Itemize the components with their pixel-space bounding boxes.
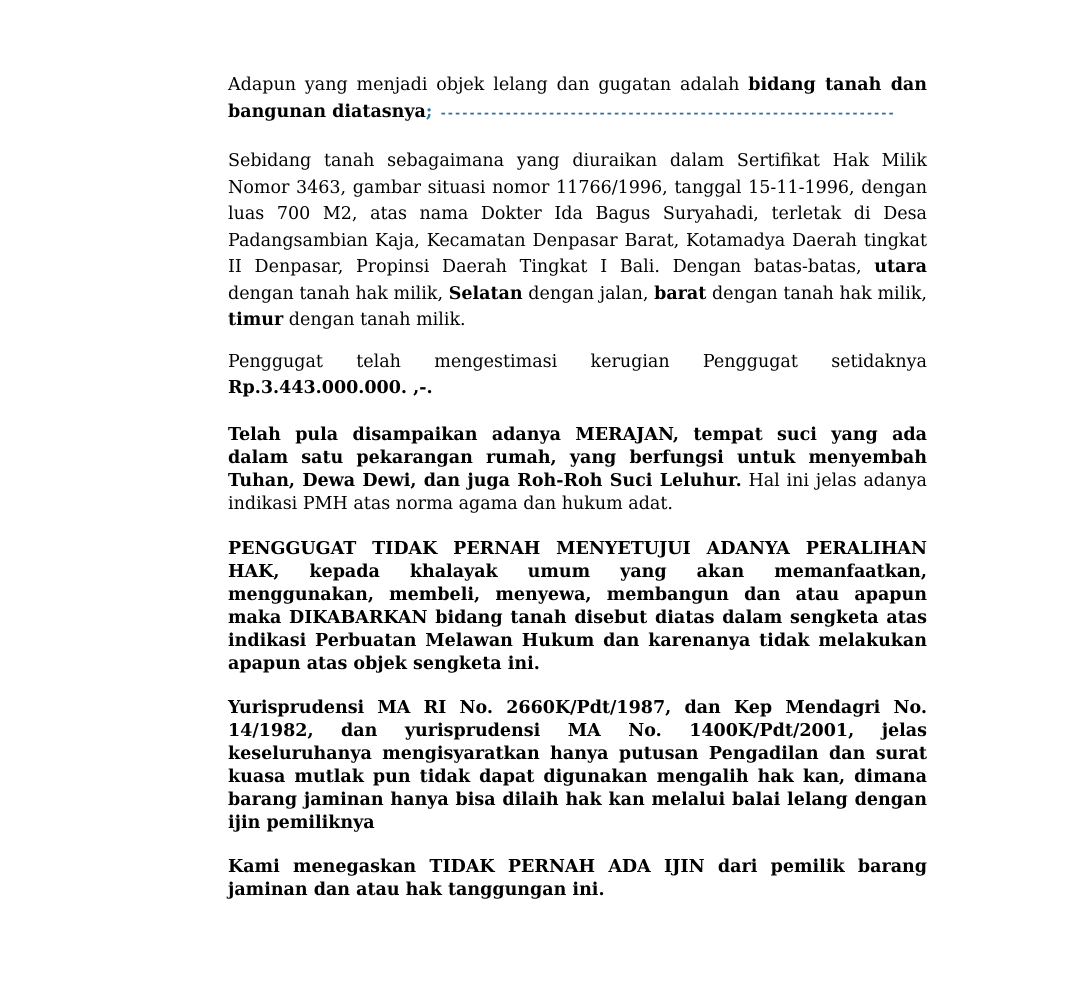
bold-run-selatan: Selatan bbox=[448, 283, 523, 304]
text-run: dengan jalan, bbox=[522, 283, 655, 304]
bold-run-utara: utara bbox=[874, 257, 927, 277]
bold-run-amount: Rp.3.443.000.000. ,-. bbox=[228, 378, 433, 398]
text-run: dengan tanah milik. bbox=[283, 310, 466, 330]
bold-run-timur: timur bbox=[228, 310, 284, 330]
bold-run: Yurisprudensi MA RI No. 2660K/Pdt/1987, dan Kep Mendagri No. 14/1982, dan yurisprudensi MA No. 1400K/Pdt/2001, jelas keseluruhanya mengisyaratkan hanya putusan Pengadilan dan surat kuasa mutlak pun tidak dapat digunakan mengalih hak kan, dimana barang jaminan hanya bisa dilaih hak kan melalui balai lelang dengan ijin pemiliknya bbox=[228, 697, 927, 833]
paragraph-tidak-ada-ijin bbox=[228, 856, 927, 902]
bold-run-barat: barat bbox=[654, 283, 707, 304]
text-run: Sebidang tanah sebagaimana yang diuraikan dalam Sertifikat Hak Milik Nomor 3463, gambar situasi nomor 11766/1996, tanggal 15-11-1996, dengan luas 700 M2, atas nama Dokter Ida Bagus Suryahadi, terletak di Desa Padangsambian Kaja, Kecamatan Denpasar Barat, Kotamadya Daerah tingkat II Denpasar, Propinsi Daerah Tingkat I Bali. Dengan batas-batas, bbox=[228, 151, 927, 277]
paragraph-merajan bbox=[228, 424, 927, 516]
bold-run: bidang tanah dan bangunan diatasnya bbox=[228, 75, 927, 122]
semicolon-accent: ; bbox=[425, 101, 433, 122]
paragraph-peralihan-hak bbox=[228, 538, 927, 676]
bold-run: PENGGUGAT TIDAK PERNAH MENYETUJUI ADANYA PERALIHAN HAK, kepada khalayak umum yang akan memanfaatkan, menggunakan, membeli, menyewa, membangun dan atau apapun maka DIKABARKAN bidang tanah disebut diatas dalam sengketa atas indikasi Perbuatan Melawan Hukum dan karenanya tidak melakukan apapun atas objek sengketa ini. bbox=[228, 538, 927, 674]
bold-run: Telah pula disampaikan adanya MERAJAN, tempat suci yang ada dalam satu pekarangan rumah, yang berfungsi untuk menyembah Tuhan, Dewa Dewi, dan juga Roh-Roh Suci Leluhur. bbox=[228, 424, 927, 491]
document-page bbox=[228, 72, 927, 902]
paragraph-objek-lelang bbox=[228, 72, 927, 126]
bold-run: Kami menegaskan TIDAK PERNAH ADA IJIN dari pemilik barang jaminan dan atau hak tanggungan ini. bbox=[228, 856, 927, 900]
text-run: dengan tanah hak milik, bbox=[228, 283, 449, 304]
paragraph-estimasi-kerugian bbox=[228, 349, 927, 402]
paragraph-yurisprudensi bbox=[228, 697, 927, 835]
text-run: Hal ini jelas adanya indikasi PMH atas norma agama dan hukum adat. bbox=[228, 470, 927, 514]
text-run: Adapun yang menjadi objek lelang dan gugatan adalah bbox=[228, 75, 749, 95]
text-run: dengan tanah hak milik, bbox=[706, 283, 927, 304]
dash-filler: --------------------------------------------------------------- bbox=[432, 105, 895, 120]
paragraph-sebidang-tanah bbox=[228, 148, 927, 334]
text-run: Penggugat telah mengestimasi kerugian Penggugat setidaknya bbox=[228, 351, 927, 372]
